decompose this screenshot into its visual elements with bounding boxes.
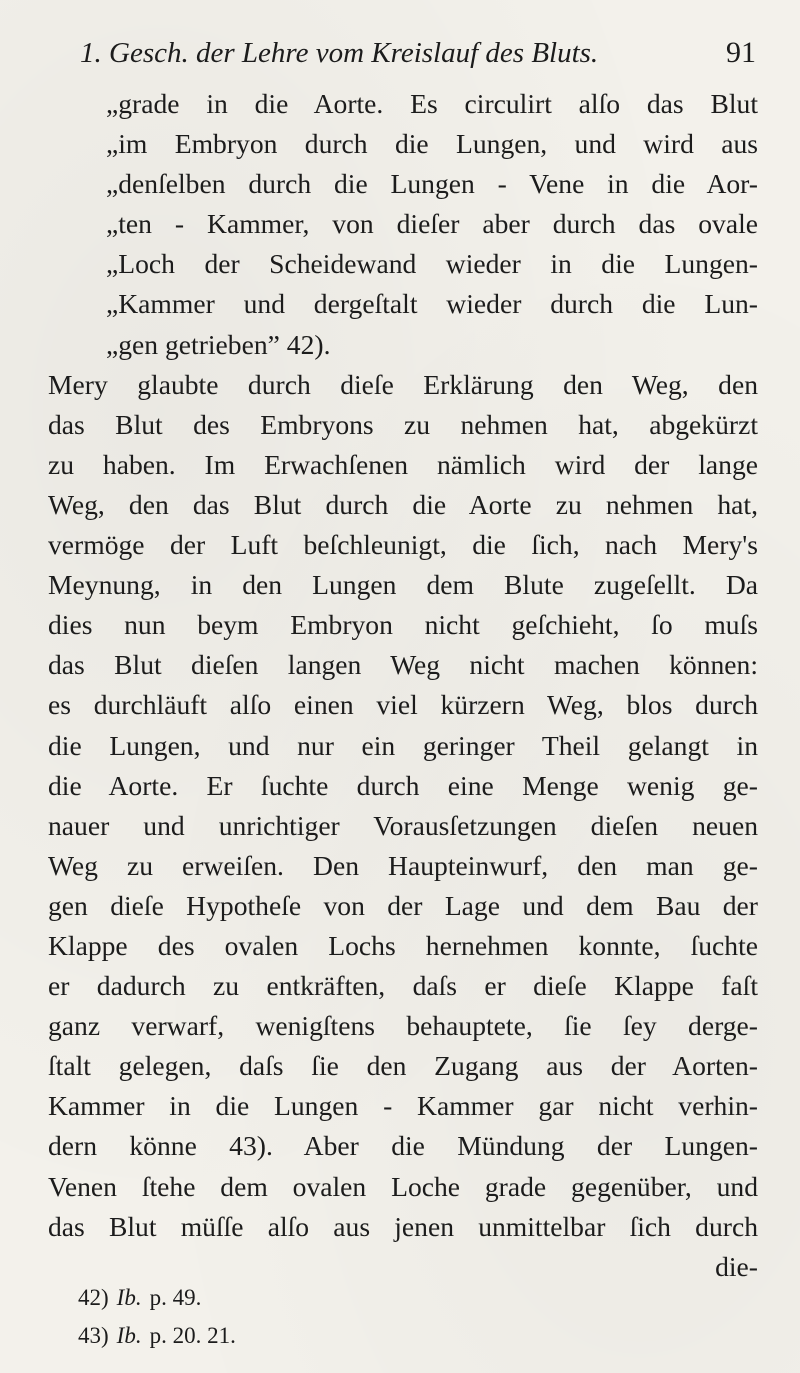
text-line: Weg, den das Blut durch die Aorte zu nehmen hat,	[48, 488, 758, 520]
footnote-text: p. 20. 21.	[149, 1323, 236, 1348]
text-line: ſtalt gelegen, daſs ſie den Zugang aus der Aorten-	[48, 1050, 758, 1082]
text-line: es durchläuft alſo einen viel kürzern Weg, blos durch	[48, 689, 758, 721]
text-line: das Blut des Embryons zu nehmen hat, abgekürzt	[48, 408, 758, 440]
text-line: das Blut dieſen langen Weg nicht machen können:	[48, 649, 758, 681]
text-line: Venen ſtehe dem ovalen Loche grade gegenüber, und	[48, 1170, 758, 1202]
footnote-number: 43)	[78, 1323, 109, 1348]
catchword: die-	[715, 1250, 758, 1282]
running-title: 1. Gesch. der Lehre vom Kreislauf des Bluts.	[80, 37, 599, 69]
text-line: „ten - Kammer, von dieſer aber durch das ovale	[106, 208, 758, 240]
footnote-ref: Ib.	[116, 1323, 142, 1348]
text-line: dern könne 43). Aber die Mündung der Lungen-	[48, 1130, 758, 1162]
text-line: „Kammer und dergeſtalt wieder durch die Lun-	[106, 288, 758, 320]
text-line: „Loch der Scheidewand wieder in die Lungen-	[106, 248, 758, 280]
footnote	[78, 1278, 478, 1318]
text-line: dies nun beym Embryon nicht geſchieht, ſo muſs	[48, 609, 758, 641]
text-line: die Lungen, und nur ein geringer Theil gelangt in	[48, 729, 758, 761]
text-line: zu haben. Im Erwachſenen nämlich wird der lange	[48, 448, 758, 480]
text-line: gen dieſe Hypotheſe von der Lage und dem Bau der	[48, 889, 758, 921]
text-line: „im Embryon durch die Lungen, und wird aus	[106, 128, 758, 160]
text-line: ganz verwarf, wenigſtens behauptete, ſie ſey derge-	[48, 1010, 758, 1042]
text-line: er dadurch zu entkräften, daſs er dieſe Klappe faſt	[48, 970, 758, 1002]
footnote-ref: Ib.	[116, 1285, 142, 1310]
text-line: die Aorte. Er ſuchte durch eine Menge wenig ge-	[48, 769, 758, 801]
text-line: „gen getrieben” 42).	[106, 328, 331, 360]
text-line: Weg zu erweiſen. Den Haupteinwurf, den man ge-	[48, 849, 758, 881]
text-line: Meynung, in den Lungen dem Blute zugeſellt. Da	[48, 569, 758, 601]
running-header	[80, 36, 756, 80]
text-line: das Blut müſſe alſo aus jenen unmittelbar ſich durch	[48, 1210, 758, 1242]
text-line: Kammer in die Lungen - Kammer gar nicht verhin-	[48, 1090, 758, 1122]
text-line: „grade in die Aorte. Es circulirt alſo das Blut	[106, 88, 758, 119]
text-line: vermöge der Luft beſchleunigt, die ſich, nach Mery's	[48, 529, 758, 561]
footnote-text: p. 49.	[149, 1285, 202, 1310]
text-line: Klappe des ovalen Lochs hernehmen konnte, ſuchte	[48, 929, 758, 961]
page-number: 91	[726, 36, 756, 69]
text-line: nauer und unrichtiger Vorausſetzungen dieſen neuen	[48, 809, 758, 841]
text-line: „denſelben durch die Lungen - Vene in die Aor-	[106, 168, 758, 200]
footnote	[78, 1316, 478, 1356]
footnote-number: 42)	[78, 1285, 109, 1310]
body-text	[48, 84, 758, 1287]
text-line: Mery glaubte durch dieſe Erklärung den Weg, den	[48, 368, 758, 400]
